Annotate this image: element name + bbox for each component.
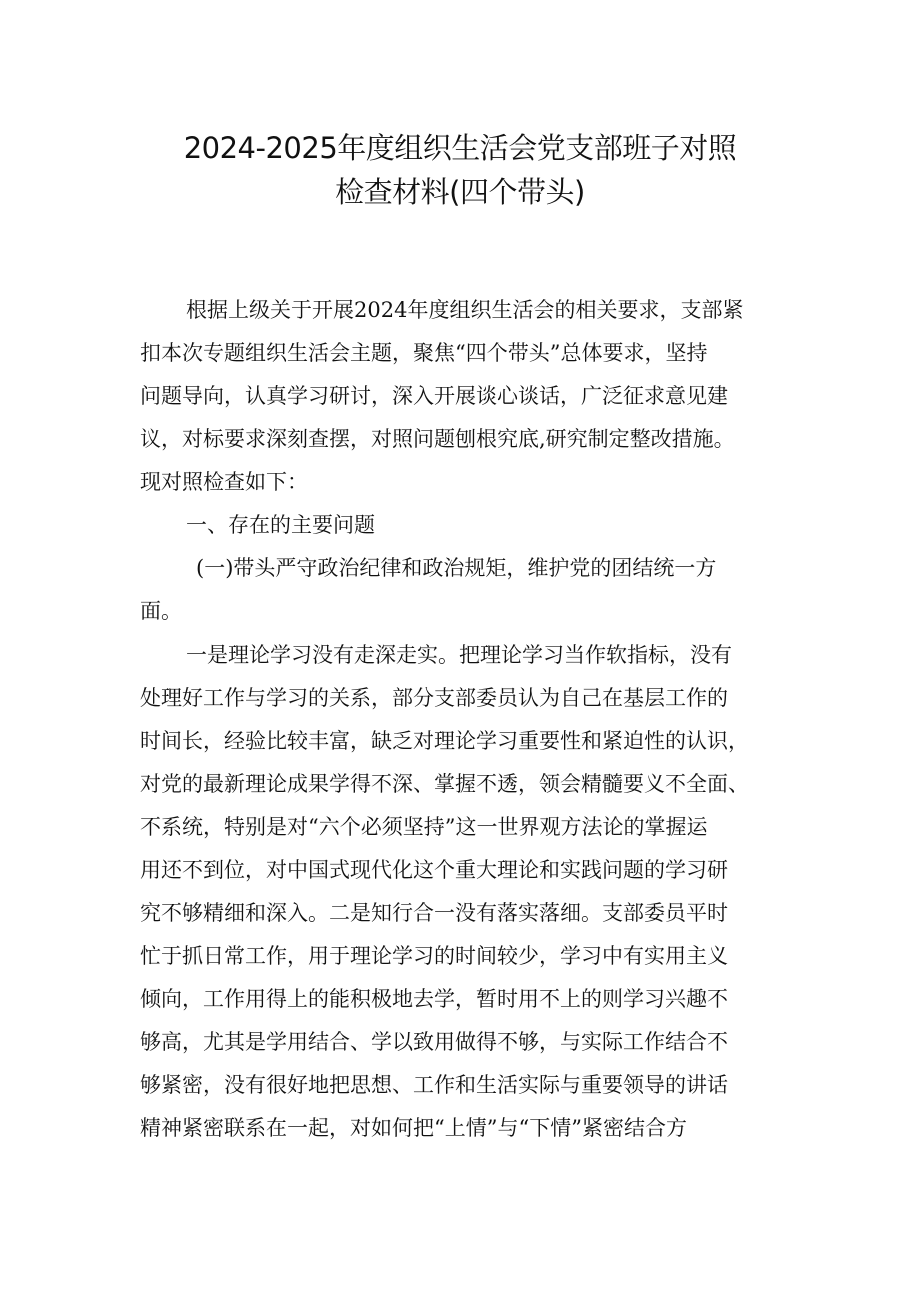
paragraph-line: 忙于抓日常工作，用于理论学习的时间较少，学习中有实用主义 [140, 944, 728, 968]
paragraph-line: 究不够精细和深入。二是知行合一没有落实落细。支部委员平时 [140, 901, 728, 925]
paragraph-line: 够紧密，没有很好地把思想、工作和生活实际与重要领导的讲话 [140, 1073, 728, 1097]
paragraph-line: 时间长，经验比较丰富，缺乏对理论学习重要性和紧迫性的认识， [140, 729, 749, 753]
paragraph-line: 不系统，特别是对“六个必须坚持”这一世界观方法论的掌握运 [140, 815, 708, 839]
paragraph-line: 处理好工作与学习的关系，部分支部委员认为自己在基层工作的 [140, 686, 728, 710]
paragraph-line: 现对照检查如下： [140, 470, 308, 494]
paragraph-line: 用还不到位，对中国式现代化这个重大理论和实践问题的学习研 [140, 858, 728, 882]
section-heading: 一、存在的主要问题 [186, 513, 375, 537]
paragraph-line: 问题导向，认真学习研讨，深入开展谈心谈话，广泛征求意见建 [140, 384, 728, 408]
paragraph-line: 根据上级关于开展2024年度组织生活会的相关要求，支部紧 [186, 298, 744, 322]
document-title-line-2: 检查材料(四个带头) [335, 175, 585, 209]
document-title-line-1: 2024-2025年度组织生活会党支部班子对照 [183, 131, 737, 165]
paragraph-line: 精神紧密联系在一起，对如何把“上情”与“下情”紧密结合方 [140, 1116, 687, 1140]
paragraph-line: 一是理论学习没有走深走实。把理论学习当作软指标，没有 [186, 643, 732, 667]
paragraph-line: 扣本次专题组织生活会主题，聚焦“四个带头”总体要求，坚持 [140, 341, 708, 365]
subsection-heading: 面。 [140, 599, 182, 623]
paragraph-line: 议，对标要求深刻查摆，对照问题刨根究底,研究制定整改措施。 [140, 427, 735, 451]
paragraph-line: 对党的最新理论成果学得不深、掌握不透，领会精髓要义不全面、 [140, 772, 749, 796]
subsection-heading: (一)带头严守政治纪律和政治规矩，维护党的团结统一方 [196, 556, 717, 580]
paragraph-line: 够高，尤其是学用结合、学以致用做得不够，与实际工作结合不 [140, 1030, 728, 1054]
paragraph-line: 倾向，工作用得上的能积极地去学，暂时用不上的则学习兴趣不 [140, 987, 728, 1011]
